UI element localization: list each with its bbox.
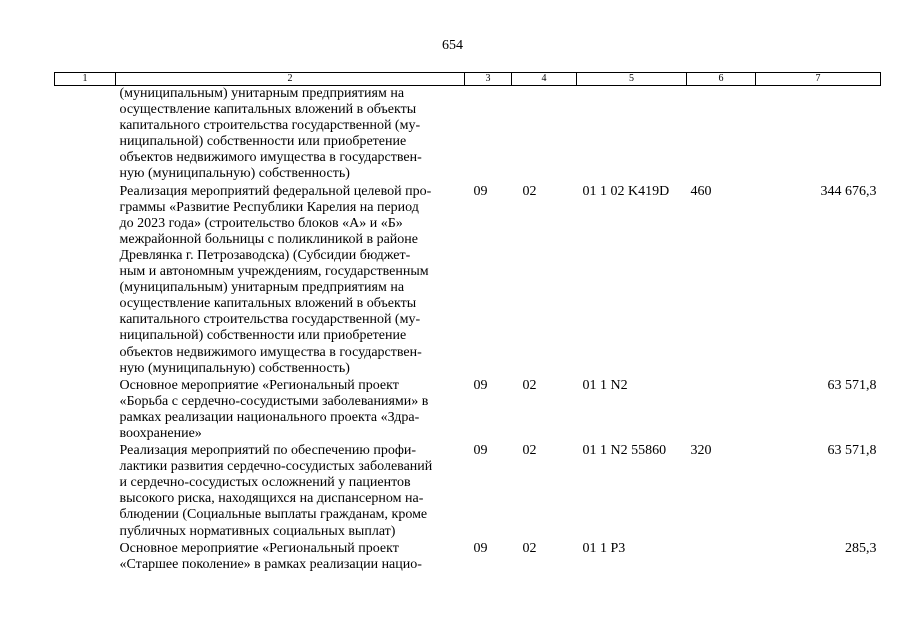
row-subsection: 02	[522, 443, 537, 459]
row-amount: 63 571,8	[827, 377, 877, 393]
description-line: ную (муниципальную) собственность)	[119, 166, 350, 182]
row-index-cell	[55, 86, 116, 184]
row-description	[116, 184, 465, 378]
row-description	[116, 86, 465, 184]
row-subsection	[512, 86, 577, 184]
description-line: объектов недвижимого имущества в государствен-	[119, 150, 422, 166]
column-header-3: 3	[465, 73, 512, 86]
row-expense-type	[687, 86, 756, 184]
description-line: ным и автономным учреждениям, государственным	[119, 264, 429, 280]
row-target-article: 01 1 P3	[582, 540, 626, 556]
column-number-header	[55, 73, 881, 86]
row-section: 09	[473, 377, 488, 393]
row-index-cell	[55, 184, 116, 378]
description-line: граммы «Развитие Республики Карелия на период	[119, 199, 419, 215]
row-index-cell	[55, 541, 116, 574]
description-line: лактики развития сердечно-сосудистых заболеваний	[119, 459, 433, 475]
description-line: (муниципальным) унитарным предприятиям на	[119, 280, 405, 296]
row-description	[116, 541, 465, 574]
description-line: (муниципальным) унитарным предприятиям на	[119, 86, 405, 101]
row-amount	[756, 86, 881, 184]
row-subsection: 02	[522, 540, 537, 556]
row-subsection: 02	[522, 183, 537, 199]
description-line: Реализация мероприятий по обеспечению профи-	[119, 443, 417, 459]
description-line: и сердечно-сосудистых осложнений у пациентов	[119, 475, 411, 491]
description-line: «Борьба с сердечно-сосудистыми заболеваниями» в	[119, 393, 429, 409]
row-section	[465, 86, 512, 184]
table-row	[55, 86, 881, 184]
column-header-4: 4	[512, 73, 577, 86]
description-line: «Старшее поколение» в рамках реализации нацио-	[119, 556, 422, 572]
column-header-6: 6	[687, 73, 756, 86]
description-line: капитального строительства государственной (му-	[119, 312, 421, 328]
row-description	[116, 443, 465, 541]
row-expense-type	[687, 378, 756, 443]
row-section: 09	[473, 540, 488, 556]
table-row	[55, 541, 881, 574]
row-target-article: 01 1 02 K419D	[582, 183, 670, 199]
description-line: ную (муниципальную) собственность)	[119, 360, 350, 376]
description-line: ниципальной) собственности или приобретение	[119, 134, 407, 150]
description-line: Основное мероприятие «Региональный проект	[119, 377, 399, 393]
description-line: воохранение»	[119, 425, 202, 441]
row-expense-type: 320	[690, 443, 712, 459]
budget-table	[54, 72, 881, 574]
table-row	[55, 184, 881, 378]
row-expense-type	[687, 541, 756, 574]
column-header-1: 1	[55, 73, 116, 86]
description-line: осуществление капитальных вложений в объекты	[119, 296, 417, 312]
row-amount: 344 676,3	[820, 183, 877, 199]
description-line: рамках реализации национального проекта «Здра-	[119, 409, 420, 425]
description-line: до 2023 года» (строительство блоков «А» и «Б»	[119, 215, 403, 231]
description-line: высокого риска, находящихся на диспансерном на-	[119, 491, 424, 507]
row-amount: 285,3	[845, 540, 877, 556]
row-section: 09	[473, 443, 488, 459]
description-line: капитального строительства государственной (му-	[119, 118, 421, 134]
row-section: 09	[473, 183, 488, 199]
row-target-article: 01 1 N2 55860	[582, 443, 667, 459]
page-number: 654	[442, 38, 463, 53]
row-target-article: 01 1 N2	[582, 377, 628, 393]
row-description	[116, 378, 465, 443]
column-header-2: 2	[116, 73, 465, 86]
table-row	[55, 443, 881, 541]
row-subsection: 02	[522, 377, 537, 393]
column-header-7: 7	[756, 73, 881, 86]
description-line: объектов недвижимого имущества в государствен-	[119, 344, 422, 360]
description-line: Реализация мероприятий федеральной целевой про-	[119, 183, 432, 199]
description-line: Основное мероприятие «Региональный проект	[119, 540, 399, 556]
row-amount: 63 571,8	[827, 443, 877, 459]
column-header-5: 5	[577, 73, 687, 86]
row-index-cell	[55, 443, 116, 541]
description-line: осуществление капитальных вложений в объекты	[119, 102, 417, 118]
description-line: Древлянка г. Петрозаводска) (Субсидии бюджет-	[119, 247, 411, 263]
description-line: блюдении (Социальные выплаты гражданам, кроме	[119, 507, 428, 523]
description-line: ниципальной) собственности или приобретение	[119, 328, 407, 344]
description-line: публичных нормативных социальных выплат)	[119, 523, 396, 539]
table-row	[55, 378, 881, 443]
row-target-article	[577, 86, 687, 184]
description-line: межрайонной больницы с поликлиникой в районе	[119, 231, 418, 247]
row-expense-type: 460	[690, 183, 712, 199]
row-index-cell	[55, 378, 116, 443]
